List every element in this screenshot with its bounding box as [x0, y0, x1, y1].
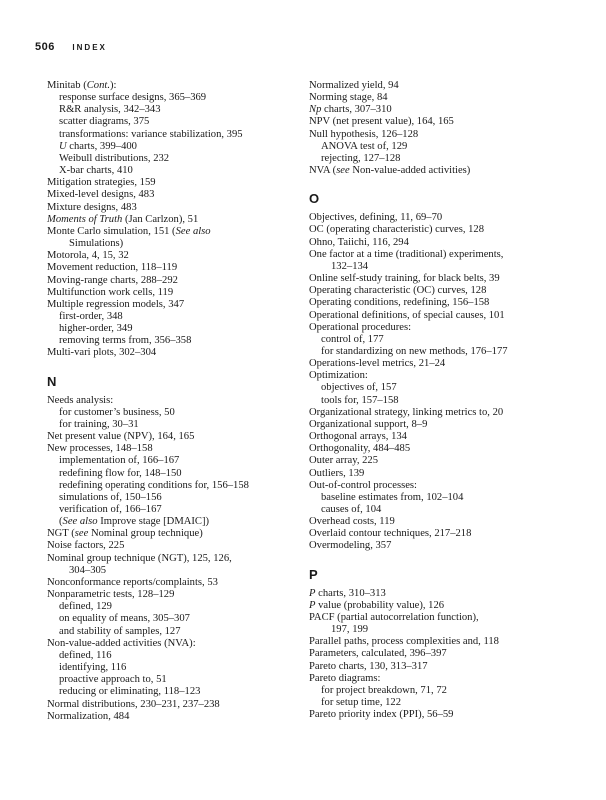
index-entry: Null hypothesis, 126–128 [309, 128, 419, 140]
index-subentry: baseline estimates from, 102–104 [321, 491, 464, 503]
index-subentry: for project breakdown, 71, 72 [321, 684, 447, 696]
index-entry: NPV (net present value), 164, 165 [309, 116, 454, 128]
index-entry: Moments of Truth (Jan Carlzon), 51 [47, 213, 199, 225]
index-entry: Overmodeling, 357 [309, 540, 392, 552]
section-letter: O [309, 191, 320, 207]
index-entry: Normalized yield, 94 [309, 80, 399, 91]
index-entry: Operational definitions, of special causes, 101 [309, 309, 505, 321]
index-subentry: (See also Improve stage [DMAIC]) [59, 516, 210, 528]
index-entry: Multifunction work cells, 119 [47, 286, 174, 298]
index-entry: P value (probability value), 126 [309, 599, 445, 611]
index-entry: Out-of-control processes: [309, 479, 417, 491]
index-entry: Non-value-added activities (NVA): [47, 637, 196, 649]
index-entry: Simulations) [69, 238, 124, 250]
index-subentry: ANOVA test of, 129 [321, 140, 408, 152]
index-subentry: proactive approach to, 51 [59, 674, 167, 686]
index-entry: Multiple regression models, 347 [47, 298, 185, 310]
index-entry: Pareto charts, 130, 313–317 [309, 660, 428, 672]
index-subentry: for setup time, 122 [321, 697, 402, 709]
index-entry: NVA (see Non-value-added activities) [309, 165, 471, 177]
index-subentry: scatter diagrams, 375 [59, 116, 150, 128]
index-subentry: on equality of means, 305–307 [59, 613, 190, 625]
index-subentry: R&R analysis, 342–343 [59, 104, 161, 116]
index-subentry: X-bar charts, 410 [59, 165, 133, 177]
index-entry: Parameters, calculated, 396–397 [309, 648, 447, 660]
index-entry: Objectives, defining, 11, 69–70 [309, 212, 443, 224]
index-subentry: Weibull distributions, 232 [59, 152, 170, 164]
index-entry: Nonconformance reports/complaints, 53 [47, 576, 218, 588]
index-entry: Operating characteristic (OC) curves, 128 [309, 285, 487, 297]
index-entry: OC (operating characteristic) curves, 128 [309, 224, 485, 236]
index-subentry: reducing or eliminating, 118–123 [59, 686, 201, 698]
index-entry: Normal distributions, 230–231, 237–238 [47, 698, 220, 710]
index-entry: Normalization, 484 [47, 710, 130, 722]
index-subentry: response surface designs, 365–369 [59, 92, 207, 104]
index-entry: PACF (partial autocorrelation function), [309, 611, 479, 623]
index-subentry: simulations of, 150–156 [59, 491, 162, 503]
index-subentry: and stability of samples, 127 [59, 625, 181, 637]
index-entry: Outliers, 139 [309, 467, 365, 479]
index-entry: Minitab (Cont.): [47, 80, 117, 91]
index-subentry: for standardizing on new methods, 176–177 [321, 345, 508, 357]
index-entry: Nonparametric tests, 128–129 [47, 589, 175, 601]
index-subentry: defined, 129 [59, 601, 112, 613]
index-entry: Monte Carlo simulation, 151 (See also [47, 225, 211, 237]
index-entry: Overhead costs, 119 [309, 516, 395, 528]
running-title: INDEX [72, 43, 107, 52]
index-entry: Pareto priority index (PPI), 56–59 [309, 709, 454, 721]
index-subentry: removing terms from, 356–358 [59, 335, 192, 347]
index-subentry: rejecting, 127–128 [321, 152, 401, 164]
index-subentry: redefining operating conditions for, 156–158 [59, 479, 249, 491]
index-entry: Norming stage, 84 [309, 92, 388, 104]
page-header [35, 41, 107, 53]
index-entry: Net present value (NPV), 164, 165 [47, 431, 195, 443]
index-entry: Ohno, Taiichi, 116, 294 [309, 236, 409, 248]
index-entry: Outer array, 225 [309, 455, 379, 467]
index-entry: Noise factors, 225 [47, 540, 125, 552]
index-entry: Operating conditions, redefining, 156–158 [309, 297, 490, 309]
index-entry: Orthogonal arrays, 134 [309, 431, 407, 443]
index-subentry: control of, 177 [321, 333, 384, 345]
index-subentry: identifying, 116 [59, 662, 127, 674]
index-entry: Optimization: [309, 370, 368, 382]
index-subentry: for training, 30–31 [59, 418, 139, 430]
index-entry: Parallel paths, process complexities and, 118 [309, 636, 499, 648]
index-entry: Multi-vari plots, 302–304 [47, 347, 157, 359]
index-entry: Overlaid contour techniques, 217–218 [309, 528, 472, 540]
index-subentry: transformations: variance stabilization, 395 [59, 128, 243, 140]
index-entry: Mitigation strategies, 159 [47, 177, 156, 189]
index-entry: New processes, 148–158 [47, 443, 153, 455]
index-subentry: implementation of, 166–167 [59, 455, 180, 467]
index-entry: 132–134 [331, 260, 369, 272]
index-subentry: for customer’s business, 50 [59, 406, 175, 418]
index-entry: Operational procedures: [309, 321, 412, 333]
index-entry: Online self-study training, for black belts, 39 [309, 273, 500, 285]
index-entry: One factor at a time (traditional) experiments, [309, 248, 504, 260]
index-entry: 304–305 [69, 564, 107, 576]
index-entry: Np charts, 307–310 [309, 104, 392, 116]
index-subentry: defined, 116 [59, 649, 112, 661]
index-entry: Orthogonality, 484–485 [309, 443, 411, 455]
index-entry: Organizational support, 8–9 [309, 418, 428, 430]
index-entry: Mixed-level designs, 483 [47, 189, 155, 201]
index-subentry: objectives of, 157 [321, 382, 397, 394]
index-subentry: causes of, 104 [321, 504, 382, 515]
index-entry: NGT (see Nominal group technique) [47, 528, 203, 540]
index-subentry: higher-order, 349 [59, 323, 133, 335]
index-subentry: verification of, 166–167 [59, 504, 162, 515]
section-letter: P [309, 566, 318, 582]
section-letter: N [47, 373, 57, 389]
index-entry: Operations-level metrics, 21–24 [309, 358, 446, 370]
index-entry: Movement reduction, 118–119 [47, 262, 178, 274]
index-entry: Pareto diagrams: [309, 672, 381, 684]
index-subentry: redefining flow for, 148–150 [59, 467, 182, 479]
index-subentry: U charts, 399–400 [59, 140, 137, 152]
index-entry: 197, 199 [331, 624, 369, 636]
index-entry: Needs analysis: [47, 394, 114, 406]
index-entry: Nominal group technique (NGT), 125, 126, [47, 552, 232, 564]
index-column-left [47, 80, 302, 723]
index-subentry: first-order, 348 [59, 310, 123, 322]
index-entry: P charts, 310–313 [309, 587, 386, 599]
index-entry: Motorola, 4, 15, 32 [47, 250, 129, 262]
page-number: 506 [35, 41, 55, 53]
index-entry: Moving-range charts, 288–292 [47, 274, 178, 286]
index-entry: Organizational strategy, linking metrics to, 20 [309, 406, 504, 418]
index-entry: Mixture designs, 483 [47, 201, 137, 213]
index-column-right [309, 80, 579, 721]
index-subentry: tools for, 157–158 [321, 394, 399, 406]
